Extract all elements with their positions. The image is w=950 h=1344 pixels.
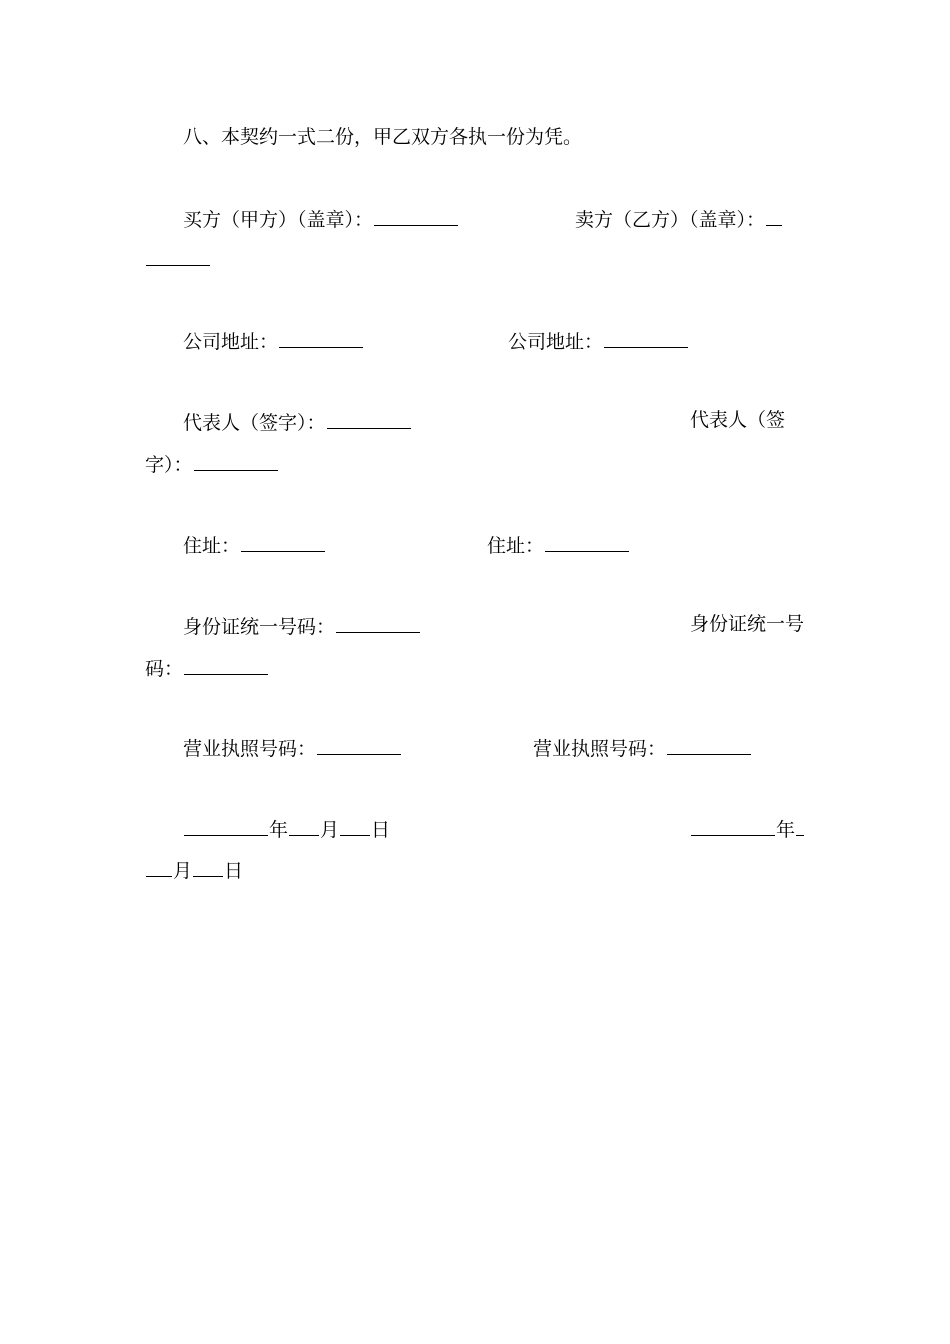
buyer-year-label: 年 [269,819,289,841]
seller-company-address-blank[interactable] [604,330,688,348]
buyer-representative-blank[interactable] [327,411,411,429]
buyer-residence-label: 住址： [183,535,241,557]
seller-representative-label-part2: 字）： [145,454,193,476]
buyer-license-blank[interactable] [317,737,401,755]
buyer-license-row [183,737,402,759]
seller-seal-blank-part2[interactable] [146,248,210,266]
buyer-id-blank[interactable] [336,615,420,633]
seller-seal-label: 卖方（乙方）（盖章）： [575,209,766,231]
buyer-seal-label: 买方（甲方）（盖章）： [183,209,374,231]
seller-id-label-part1: 身份证统一号 [690,613,805,635]
seller-representative-row [145,453,279,475]
seller-company-address-label: 公司地址： [508,331,604,353]
buyer-id-label: 身份证统一号码： [183,616,336,638]
buyer-residence-row [183,534,326,556]
seller-id-label-part2: 码： [145,658,184,680]
buyer-company-address-blank[interactable] [279,330,363,348]
buyer-seal-blank[interactable] [374,208,458,226]
buyer-id-row [183,615,421,637]
buyer-representative-label: 代表人（签字）： [183,412,326,434]
buyer-residence-blank[interactable] [241,534,325,552]
clause-eight: 八、本契约一式二份，甲乙双方各执一份为凭。 [183,126,583,148]
seller-seal-blank-part1[interactable] [766,208,782,226]
seller-residence-blank[interactable] [545,534,629,552]
seller-representative-label-part1: 代表人（签 [690,409,786,431]
seller-residence-label: 住址： [487,535,545,557]
buyer-license-label: 营业执照号码： [183,738,317,760]
seller-seal-continuation [145,248,211,270]
buyer-seal-row [183,208,459,230]
buyer-month-blank[interactable] [289,818,319,836]
seller-day-label: 日 [224,860,244,882]
seller-license-label: 营业执照号码： [533,738,667,760]
buyer-company-address-label: 公司地址： [183,331,279,353]
seller-month-blank-part1[interactable] [796,818,804,836]
buyer-company-address-row [183,330,364,352]
seller-year-blank[interactable] [691,818,775,836]
seller-seal-row [575,208,783,230]
seller-day-blank[interactable] [193,859,223,877]
buyer-year-blank[interactable] [184,818,268,836]
seller-representative-blank[interactable] [194,453,278,471]
seller-id-blank[interactable] [184,657,268,675]
seller-license-blank[interactable] [667,737,751,755]
seller-year-label: 年 [776,819,796,841]
buyer-day-blank[interactable] [340,818,370,836]
buyer-day-label: 日 [371,819,391,841]
buyer-representative-row [183,411,412,433]
seller-date-row-part2 [145,859,243,881]
buyer-month-label: 月 [320,819,340,841]
seller-residence-row [487,534,630,556]
buyer-date-row [183,818,390,840]
seller-date-row-part1 [690,818,805,840]
seller-month-blank-part2[interactable] [146,859,172,877]
seller-month-label: 月 [173,860,193,882]
seller-id-row [145,657,269,679]
seller-license-row [533,737,752,759]
seller-company-address-row [508,330,689,352]
